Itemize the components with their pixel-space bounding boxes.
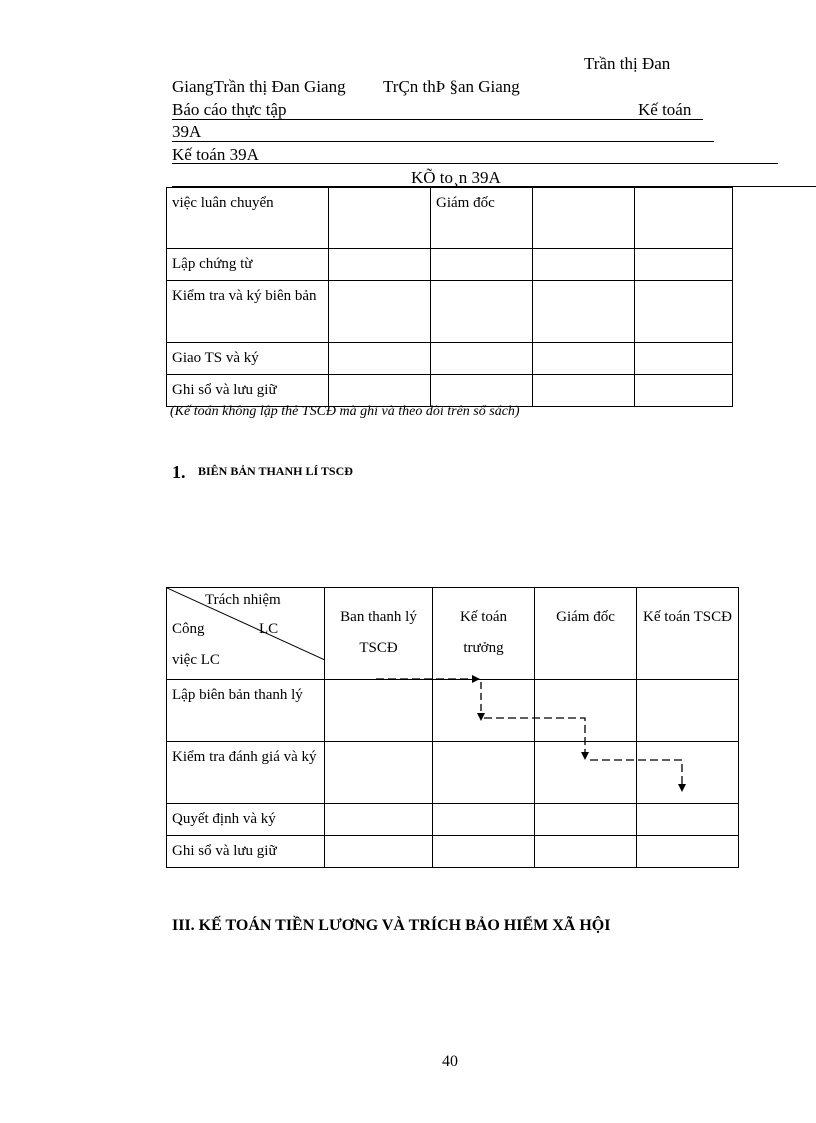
column-header: Kế toán TSCĐ (643, 609, 732, 625)
header-line-1: Trần thị Đan (584, 54, 671, 73)
corner-work-left: Công (172, 621, 205, 637)
section-number: 1. (172, 462, 186, 482)
column-header: Kế toán trưởng (459, 609, 508, 656)
header-line-5: Kế toán 39A (172, 145, 259, 164)
header-line-2b: TrÇn thÞ §an Giang (383, 77, 520, 96)
table-cell: việc luân chuyển (172, 195, 274, 211)
table-note: (Kế toán không lập thẻ TSCĐ mà ghi và theo dõi trên sổ sách) (170, 404, 520, 419)
corner-work-right: LC (259, 621, 279, 637)
header-line-2a: GiangTrần thị Đan Giang (172, 77, 346, 96)
flow-arrow-4 (590, 760, 682, 788)
page-number: 40 (442, 1053, 458, 1070)
header-report-title: Báo cáo thực tập (172, 100, 287, 119)
section-title: BIÊN BẢN THANH LÍ TSCĐ (198, 464, 353, 478)
section-iii-title: III. KẾ TOÁN TIỀN LƯƠNG VÀ TRÍCH BẢO HIỂM XÃ HỘI (172, 917, 611, 934)
corner-work-bottom: việc LC (172, 652, 220, 668)
table-cell: Giao TS và ký (172, 350, 259, 366)
header-accounting: Kế toán (638, 100, 692, 119)
header-line-6: KÕ to¸n 39A (411, 168, 501, 187)
table-cell: Ghi sổ và lưu giữ (172, 382, 277, 398)
row-label: Lập biên bản thanh lý (172, 687, 303, 703)
header-class: 39A (172, 122, 202, 141)
table-cell: Kiểm tra và ký biên bản (172, 288, 317, 304)
column-header: Giám đốc (556, 609, 615, 625)
row-label: Kiểm tra đánh giá và ký (172, 749, 317, 765)
row-label: Quyết định và ký (172, 811, 276, 827)
table-cell: Giám đốc (436, 195, 495, 211)
corner-responsibility: Trách nhiệm (205, 592, 281, 608)
table-cell: Lập chứng từ (172, 256, 253, 272)
column-header: Ban thanh lý TSCĐ (340, 609, 417, 656)
flow-arrow-3 (484, 718, 585, 756)
row-label: Ghi sổ và lưu giữ (172, 843, 277, 859)
